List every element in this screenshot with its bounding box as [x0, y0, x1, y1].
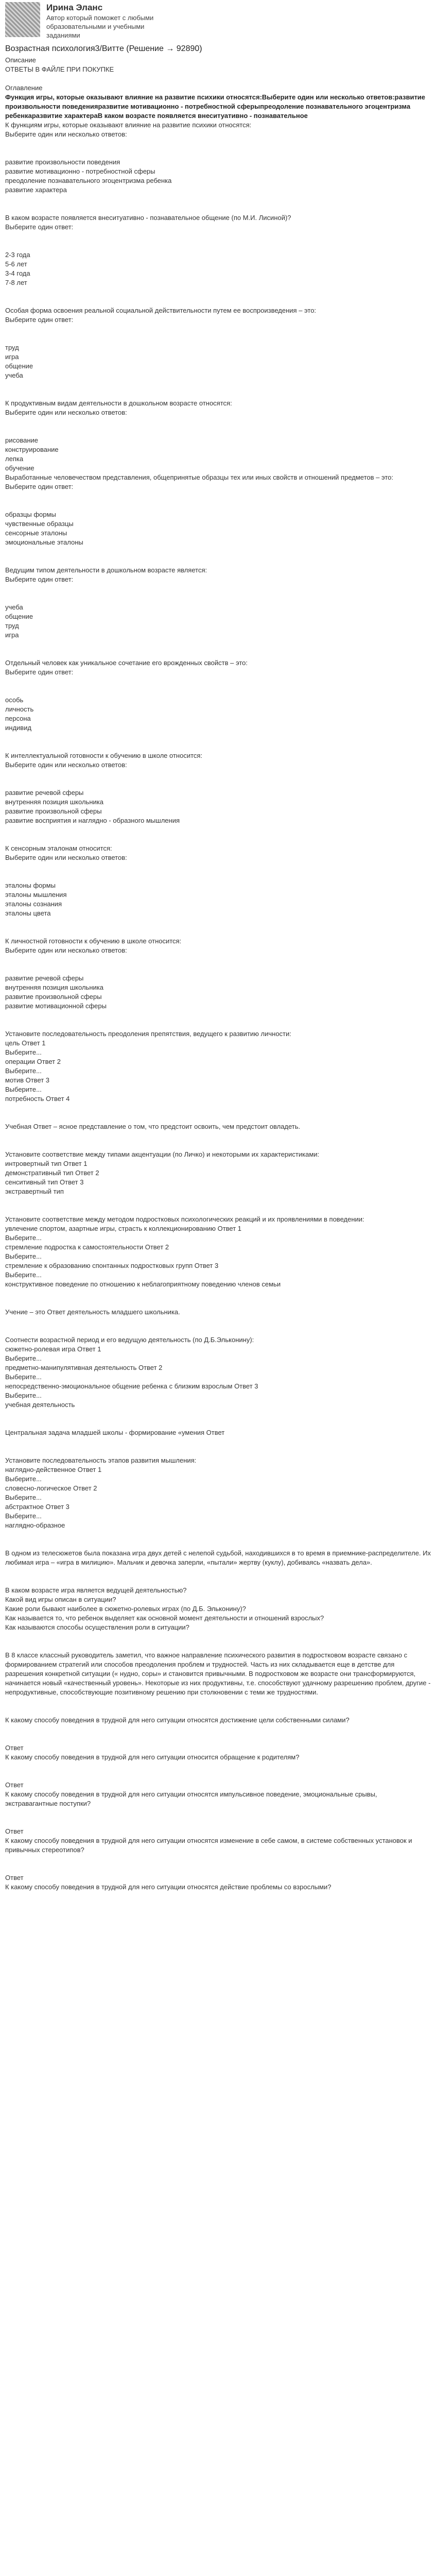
- text-line: развитие характера: [5, 186, 67, 194]
- text-line: Выберите один или несколько ответов:: [5, 409, 127, 416]
- text-line: Описание: [5, 56, 36, 64]
- text-line: Выберите один ответ:: [5, 223, 74, 231]
- spacer: [5, 1641, 431, 1651]
- spacer: [5, 1141, 431, 1150]
- text-line: развитие восприятия и наглядно - образного мышления: [5, 817, 180, 824]
- text-line: абстрактное Ответ 3: [5, 1503, 69, 1511]
- table-of-contents-heading: Функция игры, которые оказывают влияние на развитие психики относятся:Выберите один или несколько ответов:развитие произвольности поведенияразвитие мотивационно - потребностной сферыпреодоление познавательного эгоцентризма ребенкаразвитие характераВ каком возрасте появляется внеситуативно - познавательное: [5, 93, 426, 120]
- text-line: Ответ: [5, 1827, 24, 1835]
- text-line: словесно-логическое Ответ 2: [5, 1484, 97, 1492]
- text-line: К какому способу поведения в трудной для него ситуации относятся действие проблемы со взрослыми?: [5, 1883, 332, 1891]
- spacer: [5, 380, 431, 389]
- text-line: Выберите один или несколько ответов:: [5, 946, 127, 954]
- spacer: [5, 927, 431, 937]
- text-line: общение: [5, 613, 33, 620]
- spacer: [5, 1298, 431, 1308]
- text-line: В одном из телесюжетов была показана игра двух детей с нелепой судьбой, находившихся в то время в приемнике-распределителе. Их любимая игра – «игра в милицию». Мальчик и девочка заперли, «пытали» жертву (куклу), добиваясь «назвать дела».: [5, 1549, 431, 1566]
- text-line: Выберите...: [5, 1392, 42, 1399]
- text-line: наглядно-образное: [5, 1521, 65, 1529]
- spacer: [5, 232, 431, 241]
- text-line: 5-6 лет: [5, 260, 27, 268]
- spacer: [5, 1706, 431, 1716]
- text-line: К интеллектуальной готовности к обучению в школе относится:: [5, 752, 203, 759]
- text-line: Выберите...: [5, 1048, 42, 1056]
- text-line: Выберите...: [5, 1271, 42, 1279]
- text-line: К продуктивным видам деятельности в дошкольном возрасте относятся:: [5, 399, 232, 407]
- text-line: Учение – это Ответ деятельность младшего школьника.: [5, 1308, 180, 1316]
- text-line: стремление к образованию спонтанных подростковых групп Ответ 3: [5, 1262, 219, 1269]
- spacer: [5, 334, 431, 343]
- text-line: К сенсорным эталонам относится:: [5, 844, 112, 852]
- text-line: конструктивное поведение по отношению к неблагоприятному поведению членов семьи: [5, 1280, 281, 1288]
- author-card: [5, 0, 431, 43]
- spacer: [5, 872, 431, 881]
- text-line: эталоны формы: [5, 882, 56, 889]
- text-line: Выберите...: [5, 1354, 42, 1362]
- spacer: [5, 1632, 431, 1641]
- spacer: [5, 1196, 431, 1206]
- text-line: сенсорные эталоны: [5, 529, 67, 537]
- spacer: [5, 770, 431, 779]
- text-line: В каком возрасте появляется внеситуативно - познавательное общение (по М.И. Лисиной)?: [5, 214, 291, 222]
- text-line: Выберите...: [5, 1512, 42, 1520]
- text-line: ОТВЕТЫ В ФАЙЛЕ ПРИ ПОКУПКЕ: [5, 65, 114, 73]
- text-line: Центральная задача младшей школы - формирование «умения Ответ: [5, 1429, 225, 1436]
- text-line: учеба: [5, 603, 23, 611]
- text-line: персона: [5, 715, 31, 722]
- spacer: [5, 1113, 431, 1122]
- text-line: Установите последовательность преодоления препятствия, ведущего к развитию личности:: [5, 1030, 291, 1038]
- spacer: [5, 74, 431, 83]
- text-line: образцы формы: [5, 511, 56, 518]
- text-line: Оглавление: [5, 84, 43, 92]
- spacer: [5, 1577, 431, 1586]
- text-line: эталоны цвета: [5, 909, 51, 917]
- spacer: [5, 964, 431, 974]
- text-line: 3-4 года: [5, 269, 30, 277]
- text-line: Выработанные человечеством представления, общепринятые образцы тех или иных свойств и отношений предметов – это:: [5, 473, 393, 481]
- text-line: внутренняя позиция школьника: [5, 798, 103, 806]
- text-line: К какому способу поведения в трудной для него ситуации относится обращение к родителям?: [5, 1753, 300, 1761]
- text-line: Как называется то, что ребенок выделяет как основной момент деятельности и отношений взрослых?: [5, 1614, 324, 1622]
- spacer: [5, 1447, 431, 1456]
- spacer: [5, 1697, 431, 1706]
- spacer: [5, 825, 431, 835]
- text-line: обучение: [5, 464, 34, 472]
- text-line: лепка: [5, 455, 24, 463]
- spacer: [5, 1539, 431, 1549]
- text-line: преодоление познавательного эгоцентризма ребенка: [5, 177, 172, 184]
- text-line: Ведущим типом деятельности в дошкольном возрасте является:: [5, 566, 207, 574]
- spacer: [5, 1020, 431, 1029]
- spacer: [5, 492, 431, 501]
- spacer: [5, 501, 431, 510]
- text-line: Ответ: [5, 1874, 24, 1882]
- text-line: интровертный тип Ответ 1: [5, 1160, 88, 1167]
- text-line: наглядно-действенное Ответ 1: [5, 1466, 102, 1473]
- text-line: сенситивный тип Ответ 3: [5, 1178, 84, 1186]
- text-line: чувственные образцы: [5, 520, 74, 528]
- spacer: [5, 195, 431, 204]
- text-line: цель Ответ 1: [5, 1039, 46, 1047]
- spacer: [5, 686, 431, 696]
- spacer: [5, 1808, 431, 1818]
- text-line: развитие произвольности поведения: [5, 158, 120, 166]
- spacer: [5, 1326, 431, 1335]
- text-line: Соотнести возрастной период и его ведущую деятельность (по Д.Б.Эльконину):: [5, 1336, 254, 1344]
- spacer: [5, 1011, 431, 1020]
- spacer: [5, 325, 431, 334]
- text-line: мотив Ответ 3: [5, 1076, 50, 1084]
- text-line: Выберите один ответ:: [5, 575, 74, 583]
- text-line: Выберите...: [5, 1252, 42, 1260]
- text-line: Выберите...: [5, 1494, 42, 1501]
- text-line: Установите соответствие между методом подростковых психологических реакций и их проявлениями в поведении:: [5, 1215, 364, 1223]
- spacer: [5, 835, 431, 844]
- text-line: труд: [5, 622, 19, 630]
- text-line: потребность Ответ 4: [5, 1095, 70, 1103]
- author-description: Автор который поможет с любыми образовательными и учебными заданиями: [46, 14, 154, 39]
- text-line: учебная деятельность: [5, 1401, 75, 1409]
- text-line: Отдельный человек как уникальное сочетание его врожденных свойств – это:: [5, 659, 248, 667]
- text-line: личность: [5, 705, 34, 713]
- text-line: Выберите...: [5, 1475, 42, 1483]
- text-line: труд: [5, 344, 19, 351]
- text-line: К какому способу поведения в трудной для него ситуации относятся достижение цели собственными силами?: [5, 1716, 350, 1724]
- author-name[interactable]: Ирина Эланс: [46, 3, 103, 12]
- spacer: [5, 427, 431, 436]
- spacer: [5, 139, 431, 148]
- spacer: [5, 742, 431, 751]
- spacer: [5, 1437, 431, 1447]
- spacer: [5, 1771, 431, 1781]
- text-line: Какие роли бывают наиболее в сюжетно-ролевых играх (по Д.Б. Эльконину)?: [5, 1605, 246, 1613]
- author-info: [46, 2, 175, 40]
- spacer: [5, 148, 431, 158]
- spacer: [5, 640, 431, 649]
- spacer: [5, 1289, 431, 1298]
- text-line: особь: [5, 696, 24, 704]
- spacer: [5, 584, 431, 594]
- spacer: [5, 1317, 431, 1326]
- spacer: [5, 1104, 431, 1113]
- spacer: [5, 733, 431, 742]
- spacer: [5, 1206, 431, 1215]
- text-line: Выберите один или несколько ответов:: [5, 130, 127, 138]
- text-line: развитие произвольной сферы: [5, 993, 102, 1001]
- spacer: [5, 204, 431, 213]
- spacer: [5, 297, 431, 306]
- spacer: [5, 649, 431, 658]
- text-line: учеба: [5, 371, 23, 379]
- text-line: Установите последовательность этапов развития мышления:: [5, 1456, 197, 1464]
- spacer: [5, 1864, 431, 1873]
- text-line: Как называются способы осуществления роли в ситуации?: [5, 1623, 189, 1631]
- text-line: Выберите один ответ:: [5, 668, 74, 676]
- text-line: К какому способу поведения в трудной для него ситуации относятся изменение в себе самом, в системе собственных установок и привычных стереотипов?: [5, 1837, 412, 1854]
- spacer: [5, 918, 431, 927]
- text-line: 7-8 лет: [5, 279, 27, 286]
- text-line: Выберите один ответ:: [5, 316, 74, 324]
- text-line: общение: [5, 362, 33, 370]
- text-line: развитие речевой сферы: [5, 974, 84, 982]
- spacer: [5, 1855, 431, 1864]
- text-line: Выберите один или несколько ответов:: [5, 761, 127, 769]
- spacer: [5, 1734, 431, 1743]
- text-line: предметно-манипулятивная деятельность Ответ 2: [5, 1364, 163, 1371]
- document-body: [5, 56, 431, 1892]
- spacer: [5, 677, 431, 686]
- text-line: рисование: [5, 436, 39, 444]
- text-line: конструирование: [5, 446, 59, 453]
- text-line: индивид: [5, 724, 32, 732]
- text-line: эмоциональные эталоны: [5, 538, 83, 546]
- text-line: развитие мотивационно - потребностной сферы: [5, 167, 155, 175]
- spacer: [5, 594, 431, 603]
- document-title: Возрастная психология3/Витте (Решение → 92890): [5, 44, 202, 53]
- text-line: Ответ: [5, 1781, 24, 1789]
- text-line: игра: [5, 631, 19, 639]
- text-line: непосредственно-эмоциональное общение ребенка с близким взрослым Ответ 3: [5, 1382, 258, 1390]
- text-line: Ответ: [5, 1744, 24, 1752]
- spacer: [5, 547, 431, 556]
- text-line: В 8 классе классный руководитель заметил, что важное направление психического развития в подростковом возрасте связано с формированием стратегий или способов преодоления проблем и трудностей. Часть из них складывается еще в детстве для разрешения конкретной ситуации (« нудно, соры» и становится привычными. В подростковом же возрасте они трансформируются, начинается новый «качественный уровень». Некоторые из них продуктивны, т.е. способствуют удачному разрешению проблем, другие - непродуктивные, способствующие позитивному решению при столкновении с теми же трудностями.: [5, 1651, 431, 1696]
- text-line: Какой вид игры описан в ситуации?: [5, 1596, 116, 1603]
- spacer: [5, 389, 431, 399]
- text-line: Выберите...: [5, 1373, 42, 1381]
- spacer: [5, 1419, 431, 1428]
- text-line: операции Ответ 2: [5, 1058, 61, 1065]
- text-line: Выберите один ответ:: [5, 483, 74, 490]
- spacer: [5, 556, 431, 566]
- spacer: [5, 955, 431, 964]
- spacer: [5, 1725, 431, 1734]
- text-line: сюжетно-ролевая игра Ответ 1: [5, 1345, 101, 1353]
- spacer: [5, 862, 431, 872]
- text-line: демонстративный тип Ответ 2: [5, 1169, 99, 1177]
- spacer: [5, 287, 431, 297]
- text-line: развитие мотивационной сферы: [5, 1002, 107, 1010]
- spacer: [5, 241, 431, 250]
- spacer: [5, 1818, 431, 1827]
- text-line: К функциям игры, которые оказывают влияние на развитие психики относятся:: [5, 121, 252, 129]
- text-line: Особая форма освоения реальной социальной действительности путем ее воспроизведения – это:: [5, 307, 317, 314]
- spacer: [5, 1131, 431, 1141]
- text-line: К какому способу поведения в трудной для него ситуации относятся импульсивное поведение, эмоциональные срывы, экстравагантные поступки?: [5, 1790, 377, 1807]
- text-line: Выберите...: [5, 1086, 42, 1093]
- text-line: эталоны мышления: [5, 891, 67, 899]
- text-line: Выберите один или несколько ответов:: [5, 854, 127, 861]
- spacer: [5, 1530, 431, 1539]
- text-line: В каком возрасте игра является ведущей деятельностью?: [5, 1586, 187, 1594]
- text-line: эталоны сознания: [5, 900, 62, 908]
- text-line: Выберите...: [5, 1234, 42, 1242]
- spacer: [5, 1762, 431, 1771]
- text-line: стремление подростка к самостоятельности Ответ 2: [5, 1243, 169, 1251]
- text-line: игра: [5, 353, 19, 361]
- text-line: увлечение спортом, азартные игры, страсть к коллекционированию Ответ 1: [5, 1225, 241, 1232]
- text-line: развитие произвольной сферы: [5, 807, 102, 815]
- text-line: Выберите...: [5, 1067, 42, 1075]
- spacer: [5, 779, 431, 788]
- text-line: внутренняя позиция школьника: [5, 984, 103, 991]
- text-line: К личностной готовности к обучению в школе относится:: [5, 937, 182, 945]
- text-line: развитие речевой сферы: [5, 789, 84, 796]
- text-line: экстравертный тип: [5, 1188, 64, 1195]
- text-line: Учебная Ответ – ясное представление о том, что предстоит освоить, чем предстоит овладеть.: [5, 1123, 301, 1130]
- author-avatar[interactable]: [5, 2, 40, 37]
- spacer: [5, 1567, 431, 1577]
- text-line: Установите соответствие между типами акцентуации (по Личко) и некоторыми их характеристиками:: [5, 1150, 320, 1158]
- text-line: 2-3 года: [5, 251, 30, 259]
- spacer: [5, 417, 431, 427]
- spacer: [5, 1410, 431, 1419]
